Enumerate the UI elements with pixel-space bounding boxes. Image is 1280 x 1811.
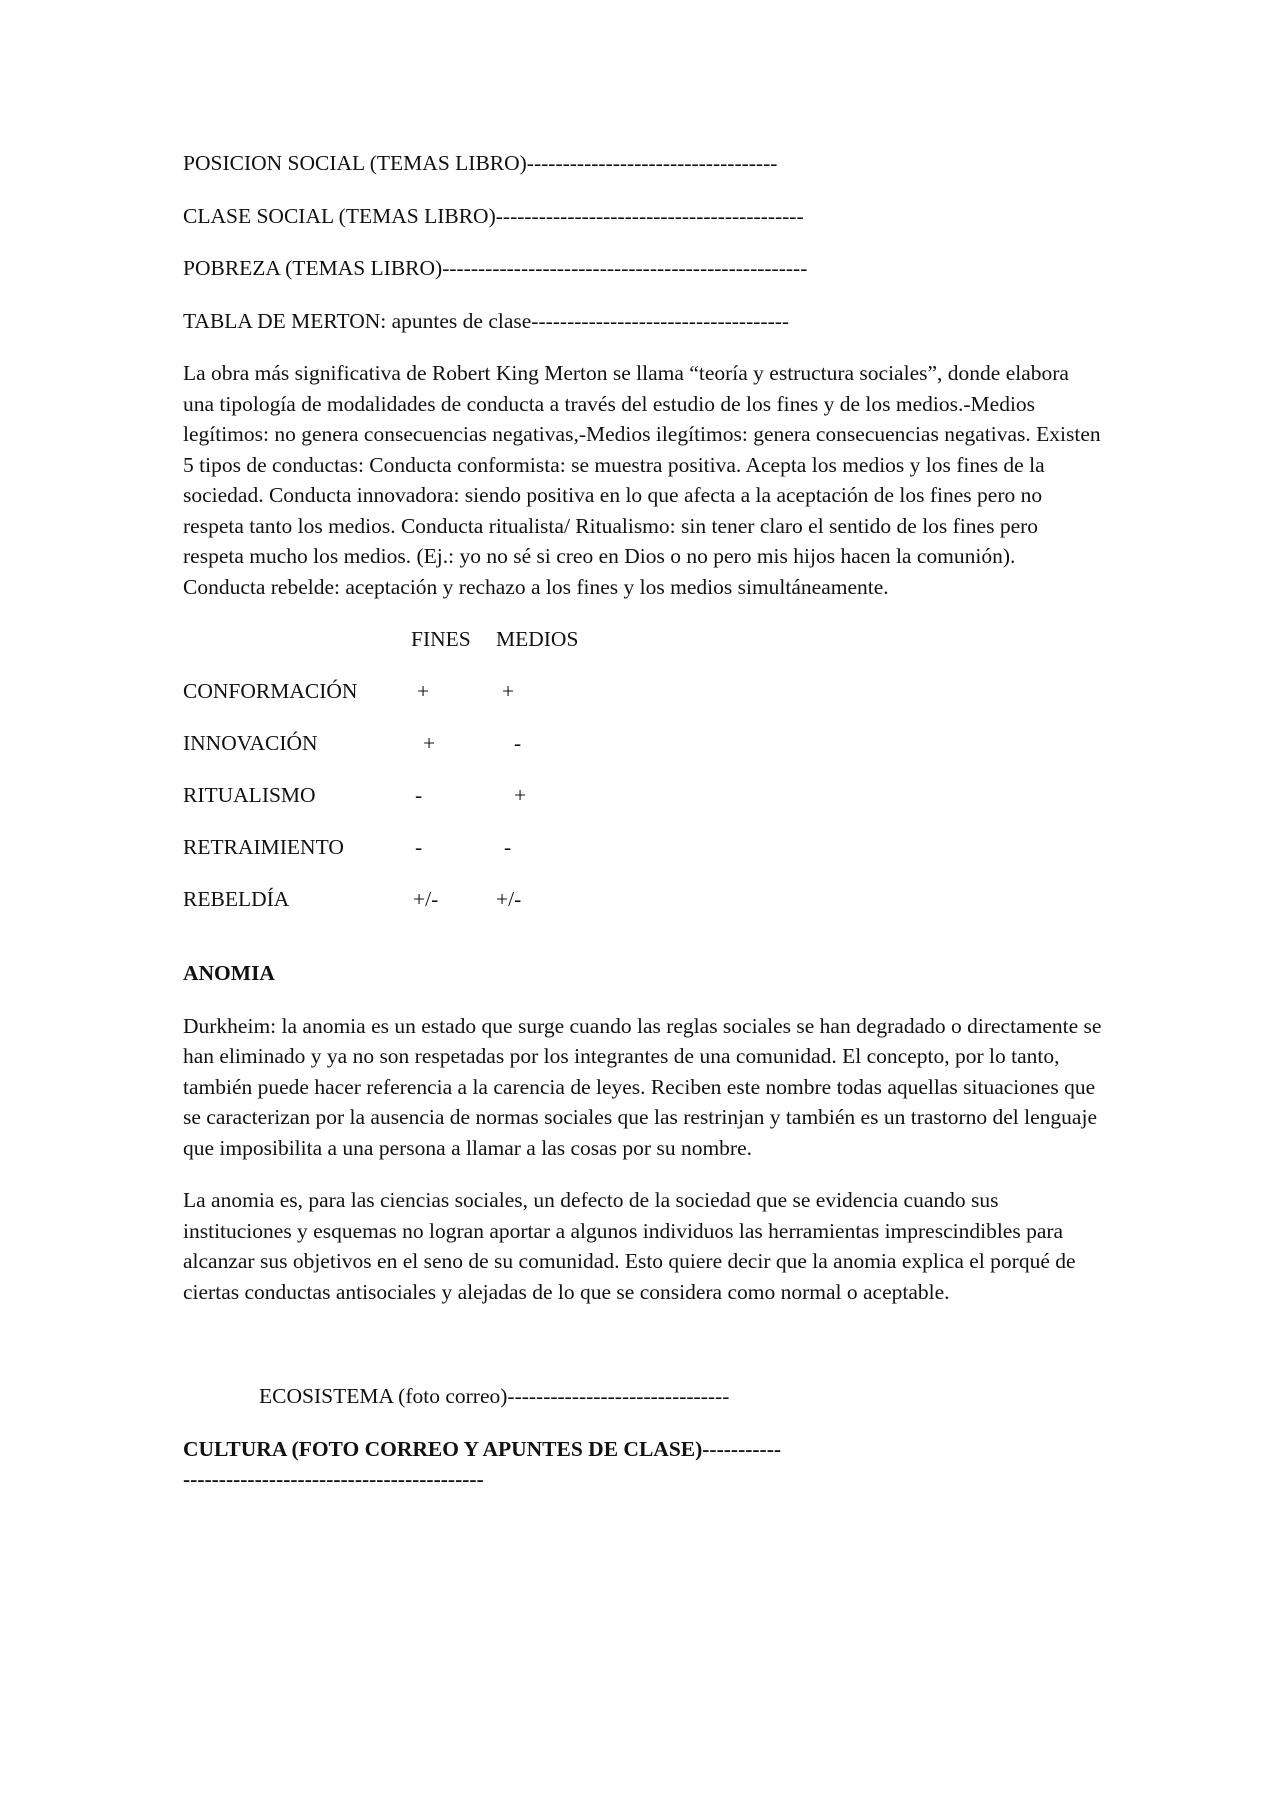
- heading-cultura: CULTURA (FOTO CORREO Y APUNTES DE CLASE)-----------------------------------------------------: [183, 1436, 782, 1491]
- row-medios: -: [514, 731, 522, 755]
- document-page: [183, 148, 1103, 1517]
- table-row: [183, 728, 1103, 758]
- table-row: [183, 676, 1103, 706]
- table-header-empty: [183, 624, 411, 654]
- row-fines: -: [415, 783, 423, 807]
- row-medios: +: [502, 679, 515, 703]
- row-label: INNOVACIÓN: [183, 731, 318, 755]
- heading-ecosistema: ECOSISTEMA (foto correo)-------------------------------: [259, 1384, 730, 1408]
- row-label: RETRAIMIENTO: [183, 835, 344, 859]
- anomia-paragraph-2: La anomia es, para las ciencias sociales, un defecto de la sociedad que se evidencia cuando sus instituciones y esquemas no logran aportar a algunos individuos las herramientas imprescindibles para alcanzar sus objetivos en el seno de su comunidad. Esto quiere decir que la anomia explica el porqué de ciertas conductas antisociales y alejadas de lo que se considera como normal o aceptable.: [183, 1188, 1076, 1304]
- anomia-title: ANOMIA: [183, 961, 275, 985]
- heading-clase-social: CLASE SOCIAL (TEMAS LIBRO)-------------------------------------------: [183, 203, 804, 228]
- merton-paragraph: La obra más significativa de Robert King Merton se llama “teoría y estructura sociales”, donde elabora una tipología de modalidades de conducta a través del estudio de los fines y de los medios.-Medios legítimos: no genera consecuencias negativas,-Medios ilegítimos: genera consecuencias negativas. Existen 5 tipos de conductas: Conducta conformista: se muestra positiva. Acepta los medios y los fines de la sociedad. Conducta innovadora: siendo positiva en lo que afecta a la aceptación de los fines pero no respeta tanto los medios. Conducta ritualista/ Ritualismo: sin tener claro el sentido de los fines pero respeta mucho los medios. (Ej.: yo no sé si creo en Dios o no pero mis hijos hacen la comunión). Conducta rebelde: aceptación y rechazo a los fines y los medios simultáneamente.: [183, 361, 1101, 599]
- table-header-fines: FINES: [411, 627, 471, 651]
- row-medios: +/-: [496, 887, 522, 911]
- table-header-medios: MEDIOS: [496, 627, 579, 651]
- heading-pobreza: POBREZA (TEMAS LIBRO)---------------------------------------------------: [183, 256, 808, 280]
- row-fines: +: [423, 731, 436, 755]
- blank-line: [183, 1329, 1103, 1359]
- row-label: REBELDÍA: [183, 887, 290, 911]
- row-fines: -: [415, 835, 423, 859]
- row-label: CONFORMACIÓN: [183, 679, 358, 703]
- row-fines: +/-: [413, 887, 439, 911]
- row-medios: +: [514, 783, 527, 807]
- row-label: RITUALISMO: [183, 783, 316, 807]
- row-medios: -: [504, 835, 512, 859]
- table-row: [183, 832, 1103, 862]
- heading-tabla-merton: TABLA DE MERTON: apuntes de clase------------------------------------: [183, 308, 790, 333]
- heading-posicion-social: POSICION SOCIAL (TEMAS LIBRO)-----------------------------------: [183, 151, 778, 175]
- merton-table: [183, 624, 1103, 914]
- table-row: [183, 780, 1103, 810]
- anomia-paragraph-1: Durkheim: la anomia es un estado que surge cuando las reglas sociales se han degradado o directamente se han eliminado y ya no son respetadas por los integrantes de una comunidad. El concepto, por lo tanto, también puede hacer referencia a la carencia de leyes. Reciben este nombre todas aquellas situaciones que se caracterizan por la ausencia de normas sociales que las restrinjan y también es un trastorno del lenguaje que imposibilita a una persona a llamar a las cosas por su nombre.: [183, 1013, 1102, 1160]
- table-row: [183, 884, 1103, 914]
- table-header-row: [183, 624, 1103, 654]
- row-fines: +: [417, 679, 430, 703]
